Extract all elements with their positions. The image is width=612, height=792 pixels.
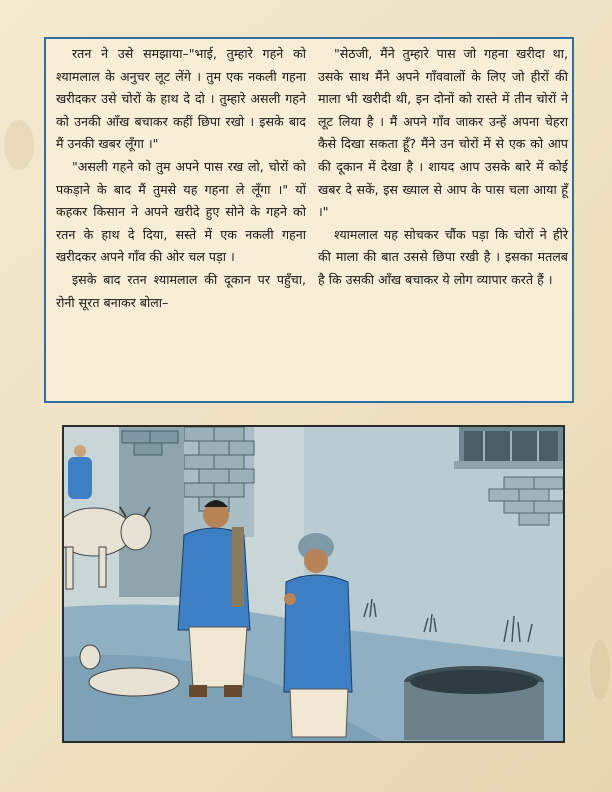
paragraph: "सेठजी, मैंने तुम्हारे पास जो गहना खरीदा था, उसके साथ मैंने अपने गाँववालों के लिए जो हीरों की माला भी खरीदी थी, इन दोनों को रास्ते में तीन चोरों ने लूट लिया है । मैं अपने गाँव जाकर उन्हें अपना चेहरा कैसे दिखा सकता हूँ? मैंने उन चोरों में से एक को आप की दूकान में देखा है । शायद आप उसके बारे में कोई खबर दे सकें, इस ख्याल से आप के पास चला आया हूँ ।" — [318, 46, 568, 220]
paragraph: "असली गहने को तुम अपने पास रख लो, चोरों को पकड़ाने के बाद मैं तुमसे यह गहना ले लूँगा ।" यों कहकर किसान ने अपने खरीदे हुए सोने के गहने को रतन के हाथ दे दिया, सस्ते में एक नकली गहना खरीदकर अपने गाँव की ओर चल पड़ा । — [56, 158, 306, 265]
right-text-column — [318, 43, 568, 292]
street-scene-drawing — [64, 427, 563, 741]
paper-stain — [590, 640, 610, 700]
left-text-column — [56, 43, 306, 314]
story-text-box — [44, 37, 574, 403]
paper-stain — [4, 120, 34, 170]
paragraph: रतन ने उसे समझाया–"भाई, तुम्हारे गहने को श्यामलाल के अनुचर लूट लेंगे । तुम एक नकली गहना खरीदकर उसे चोरों के हाथ दे दो । तुम्हारे असली गहने को उनकी आँख बचाकर कहीं छिपा रखो । इसके बाद मैं उनकी खबर लूँगा ।" — [56, 46, 306, 152]
story-illustration — [62, 425, 565, 743]
paragraph: इसके बाद रतन श्यामलाल की दूकान पर पहुँचा, रोनी सूरत बनाकर बोला– — [56, 271, 306, 310]
paragraph: श्यामलाल यह सोचकर चौंक पड़ा कि चोरों ने हीरे की माला की बात उससे छिपा रखी है । इसका मतलब है कि उसकी आँख बचाकर ये लोग व्यापार करते हैं । — [318, 226, 568, 287]
